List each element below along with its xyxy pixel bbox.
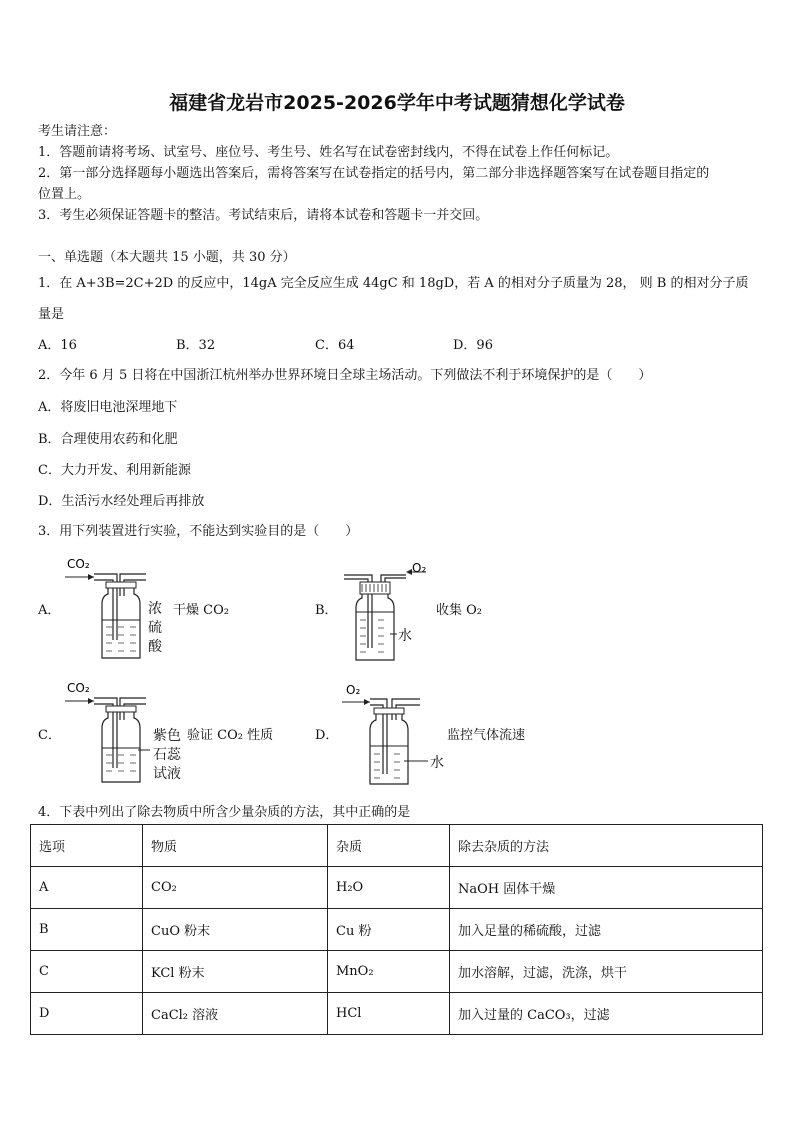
notice-item: 1．答题前请将考场、试室号、座位号、考生号、姓名写在试卷密封线内，不得在试卷上作任何标记。 [38, 145, 619, 160]
q3-caption-d: 监控气体流速 [447, 728, 526, 743]
q2-option-d: D．生活污水经处理后再排放 [38, 494, 205, 509]
table-cell: CuO 粉末 [143, 909, 328, 951]
table-row [31, 951, 763, 993]
q4-stem: 4．下表中列出了除去物质中所含少量杂质的方法，其中正确的是 [38, 805, 411, 820]
gas-label: CO₂ [67, 681, 90, 695]
q3-stem: 3．用下列装置进行实验，不能达到实验目的是（ ） [38, 524, 359, 539]
q1-option-d: D．96 [453, 338, 493, 353]
table-cell: B [31, 909, 143, 951]
table-cell: 加入足量的稀硫酸，过滤 [450, 909, 763, 951]
table-row [31, 993, 763, 1035]
q3-letter-a: A． [38, 603, 61, 618]
q3-letter-c: C． [38, 728, 61, 743]
notice-item: 2．第一部分选择题每小题选出答案后，需将答案写在试卷指定的括号内，第二部分非选择题答案写在试卷题目指定的 [38, 166, 710, 181]
q1-stem-cont: 量是 [38, 307, 65, 322]
liquid-label-d: 水 [430, 755, 444, 771]
notice-heading: 考生请注意： [38, 124, 117, 139]
q3-caption-c: 验证 CO₂ 性质 [187, 728, 274, 743]
gas-label: O₂ [346, 683, 361, 697]
apparatus-a-bottle-diagram [60, 552, 180, 664]
header-cell: 杂质 [328, 825, 450, 867]
table-cell: CaCl₂ 溶液 [143, 993, 328, 1035]
table-cell: D [31, 993, 143, 1035]
liquid-label-b: 水 [398, 628, 412, 644]
table-row [31, 909, 763, 951]
page-title: 福建省龙岩市2025-2026学年中考试题猜想化学试卷 [169, 92, 625, 114]
table-cell: 加水溶解，过滤，洗涤，烘干 [450, 951, 763, 993]
table-header-row [31, 825, 763, 867]
gas-label: O₂ [412, 561, 427, 575]
table-cell: Cu 粉 [328, 909, 450, 951]
q1-option-a: A．16 [38, 338, 77, 353]
header-cell: 物质 [143, 825, 328, 867]
q2-stem: 2．今年 6 月 5 日将在中国浙江杭州举办世界环境日全球主场活动。下列做法不利于环境保护的是（ ） [38, 368, 652, 383]
q3-caption-a: 干燥 CO₂ [173, 603, 229, 618]
q2-option-c: C．大力开发、利用新能源 [38, 463, 191, 478]
header-cell: 选项 [31, 825, 143, 867]
table-cell: MnO₂ [328, 951, 450, 993]
table-cell: CO₂ [143, 867, 328, 909]
table-cell: 加入过量的 CaCO₃，过滤 [450, 993, 763, 1035]
q2-option-a: A．将废旧电池深埋地下 [38, 400, 178, 415]
notice-item: 位置上。 [38, 187, 91, 202]
liquid-label-c: 紫色 石蕊 试液 [153, 728, 181, 782]
notice-item: 3．考生必须保证答题卡的整洁。考试结束后，请将本试卷和答题卡一并交回。 [38, 208, 489, 223]
q2-option-b: B．合理使用农药和化肥 [38, 432, 178, 447]
q3-letter-d: D． [315, 728, 339, 743]
table-cell: KCl 粉末 [143, 951, 328, 993]
table-cell: A [31, 867, 143, 909]
table-row [31, 867, 763, 909]
table-cell: C [31, 951, 143, 993]
table-cell: HCl [328, 993, 450, 1035]
apparatus-d-bottle-diagram [340, 680, 450, 790]
q1-option-b: B．32 [176, 338, 216, 353]
header-cell: 除去杂质的方法 [450, 825, 763, 867]
q1-stem: 1．在 A+3B=2C+2D 的反应中，14gA 完全反应生成 44gC 和 18gD，若 A 的相对分子质量为 28， 则 B 的相对分子质 [38, 276, 749, 291]
q3-letter-b: B． [315, 603, 338, 618]
q1-option-c: C．64 [315, 338, 355, 353]
table-cell: H₂O [328, 867, 450, 909]
q3-caption-b: 收集 O₂ [436, 603, 483, 618]
gas-label: CO₂ [67, 557, 90, 571]
section-heading: 一、单选题（本大题共 15 小题，共 30 分） [38, 250, 296, 265]
apparatus-b-bottle-diagram [340, 558, 440, 662]
liquid-label-a: 浓 硫 酸 [148, 601, 162, 655]
impurity-removal-table [30, 824, 763, 1035]
table-cell: NaOH 固体干燥 [450, 867, 763, 909]
